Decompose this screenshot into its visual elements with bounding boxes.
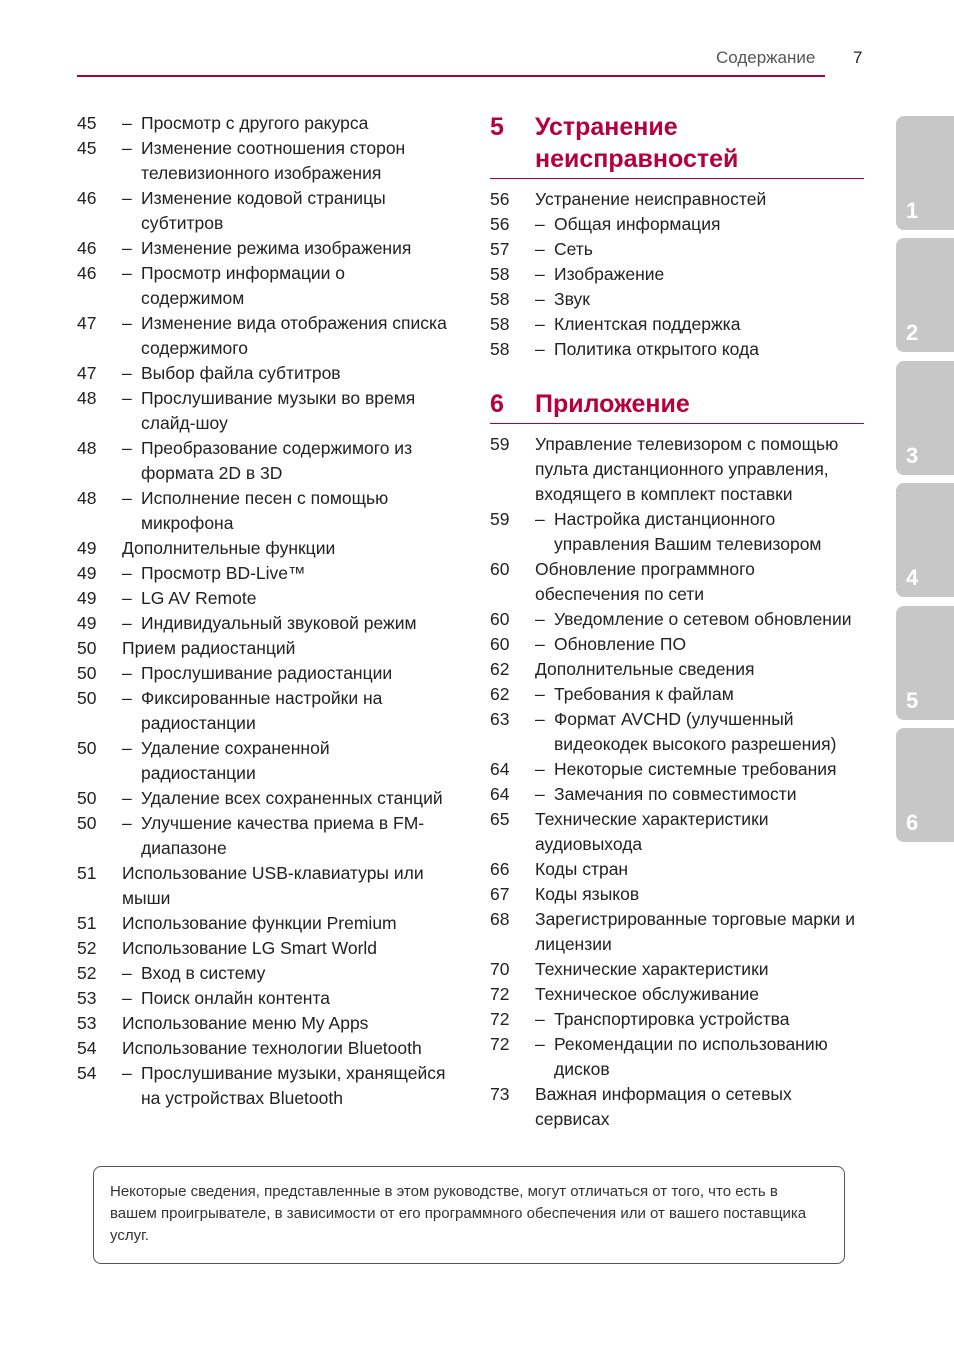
toc-entry-title: Требования к файлам xyxy=(554,684,734,704)
toc-entry-title: Вход в систему xyxy=(141,963,266,983)
toc-entry-dash: – xyxy=(122,813,132,833)
toc-entry-title: Общая информация xyxy=(554,214,721,234)
toc-entry[interactable] xyxy=(77,486,449,536)
section-6-number: 6 xyxy=(490,390,504,418)
toc-entry-title: Рекомендации по использованию дисков xyxy=(554,1034,828,1079)
toc-entry[interactable] xyxy=(77,686,449,736)
toc-entry[interactable] xyxy=(490,807,864,857)
toc-entry-page: 52 xyxy=(77,963,97,983)
toc-entry-page: 56 xyxy=(490,214,510,234)
toc-entry[interactable] xyxy=(490,982,864,1007)
header-rule xyxy=(77,75,825,77)
toc-entry-page: 68 xyxy=(490,909,510,929)
toc-entry-title: Исполнение песен с помощью микрофона xyxy=(141,488,389,533)
toc-entry[interactable] xyxy=(77,661,449,686)
toc-entry-dash: – xyxy=(122,738,132,758)
section-gap xyxy=(490,362,864,388)
toc-entry[interactable] xyxy=(77,111,449,136)
toc-entry[interactable] xyxy=(490,337,864,362)
toc-entry[interactable] xyxy=(77,236,449,261)
toc-entry[interactable] xyxy=(77,811,449,861)
chapter-tab-label: 4 xyxy=(906,565,919,590)
toc-entry-page: 60 xyxy=(490,609,510,629)
toc-entry-dash: – xyxy=(122,188,132,208)
toc-entry-page: 64 xyxy=(490,759,510,779)
toc-entry[interactable] xyxy=(490,632,864,657)
toc-entry[interactable] xyxy=(490,432,864,507)
toc-entry-page: 46 xyxy=(77,263,97,283)
chapter-tab-1[interactable] xyxy=(896,116,954,230)
page-number: 7 xyxy=(853,48,863,67)
toc-entry[interactable] xyxy=(490,957,864,982)
toc-entry[interactable] xyxy=(77,586,449,611)
toc-left-column xyxy=(77,111,449,1111)
toc-entry[interactable] xyxy=(77,186,449,236)
toc-entry-dash: – xyxy=(535,1009,545,1029)
toc-entry[interactable] xyxy=(77,1061,449,1111)
toc-entry-title: Изменение вида отображения списка содержимого xyxy=(141,313,447,358)
toc-entry[interactable] xyxy=(490,682,864,707)
chapter-tab-label: 6 xyxy=(906,810,919,835)
toc-entry-page: 53 xyxy=(77,988,97,1008)
toc-entry-title: Изменение соотношения сторон телевизионного изображения xyxy=(141,138,406,183)
toc-entry-title: Уведомление о сетевом обновлении xyxy=(554,609,852,629)
toc-entry-dash: – xyxy=(122,663,132,683)
toc-entry-page: 50 xyxy=(77,788,97,808)
toc-entry[interactable] xyxy=(77,311,449,361)
chapter-tab-5[interactable] xyxy=(896,606,954,720)
toc-entry-page: 45 xyxy=(77,138,97,158)
toc-entry-page: 62 xyxy=(490,684,510,704)
toc-entry[interactable] xyxy=(490,1007,864,1032)
toc-entry-page: 58 xyxy=(490,289,510,309)
toc-entry-dash: – xyxy=(535,509,545,529)
toc-entry[interactable] xyxy=(77,361,449,386)
toc-entry-page: 72 xyxy=(490,1034,510,1054)
toc-entry-page: 72 xyxy=(490,984,510,1004)
toc-entry-title: Использование технологии Bluetooth xyxy=(122,1038,422,1058)
toc-entry-title: Управление телевизором с помощью пульта дистанционного управления, входящего в комплект поставки xyxy=(535,434,839,504)
toc-entry-page: 49 xyxy=(77,613,97,633)
toc-entry-title: Устранение неисправностей xyxy=(535,189,767,209)
toc-entry-title: Звук xyxy=(554,289,590,309)
section-5-title: Устранение неисправностей xyxy=(535,113,739,173)
toc-entry-dash: – xyxy=(535,339,545,359)
toc-entry-page: 70 xyxy=(490,959,510,979)
toc-entry[interactable] xyxy=(490,262,864,287)
toc-entry-page: 60 xyxy=(490,559,510,579)
toc-entry-page: 49 xyxy=(77,563,97,583)
toc-entry-page: 73 xyxy=(490,1084,510,1104)
toc-entry-title: Политика открытого кода xyxy=(554,339,759,359)
toc-entry[interactable] xyxy=(490,1082,864,1132)
toc-entry-page: 52 xyxy=(77,938,97,958)
toc-entry-dash: – xyxy=(122,613,132,633)
toc-entry-dash: – xyxy=(122,988,132,1008)
toc-entry-dash: – xyxy=(122,363,132,383)
section-5-entries xyxy=(490,187,864,362)
toc-entry-title: Выбор файла субтитров xyxy=(141,363,341,383)
toc-entry[interactable] xyxy=(77,1011,449,1036)
toc-entry-dash: – xyxy=(535,314,545,334)
note-box xyxy=(93,1166,845,1264)
toc-entry[interactable] xyxy=(77,386,449,436)
toc-entry-page: 50 xyxy=(77,738,97,758)
toc-entry-page: 47 xyxy=(77,313,97,333)
toc-entry-dash: – xyxy=(535,289,545,309)
toc-entry[interactable] xyxy=(490,237,864,262)
toc-entry-dash: – xyxy=(535,634,545,654)
toc-entry[interactable] xyxy=(77,611,449,636)
toc-entry-title: Прослушивание радиостанции xyxy=(141,663,393,683)
toc-entry-page: 67 xyxy=(490,884,510,904)
toc-entry-dash: – xyxy=(535,684,545,704)
toc-entry-dash: – xyxy=(535,214,545,234)
toc-entry-title: Удаление сохраненной радиостанции xyxy=(141,738,330,783)
toc-entry-title: Фиксированные настройки на радиостанции xyxy=(141,688,383,733)
toc-entry-page: 51 xyxy=(77,913,97,933)
toc-entry-title: Изменение режима изображения xyxy=(141,238,412,258)
toc-entry-page: 45 xyxy=(77,113,97,133)
toc-entry-page: 48 xyxy=(77,438,97,458)
toc-entry[interactable] xyxy=(490,507,864,557)
toc-entry-page: 48 xyxy=(77,488,97,508)
toc-entry-dash: – xyxy=(122,263,132,283)
toc-entry[interactable] xyxy=(490,1032,864,1082)
toc-entry-page: 57 xyxy=(490,239,510,259)
toc-entry-dash: – xyxy=(535,784,545,804)
toc-entry[interactable] xyxy=(77,961,449,986)
toc-entry-title: Обновление программного обеспечения по сети xyxy=(535,559,755,604)
toc-entry[interactable] xyxy=(77,636,449,661)
toc-entry-title: Обновление ПО xyxy=(554,634,687,654)
toc-entry-title: Некоторые системные требования xyxy=(554,759,837,779)
toc-entry-dash: – xyxy=(535,709,545,729)
toc-entry-title: Прослушивание музыки во время слайд-шоу xyxy=(141,388,416,433)
toc-entry-title: Изменение кодовой страницы субтитров xyxy=(141,188,386,233)
toc-entry[interactable] xyxy=(490,187,864,212)
toc-entry-title: Использование меню My Apps xyxy=(122,1013,369,1033)
toc-entry-title: Прослушивание музыки, хранящейся на устройствах Bluetooth xyxy=(141,1063,446,1108)
toc-entry-page: 56 xyxy=(490,189,510,209)
chapter-tab-3[interactable] xyxy=(896,361,954,475)
toc-entry-page: 50 xyxy=(77,688,97,708)
toc-entry-page: 51 xyxy=(77,863,97,883)
toc-entry[interactable] xyxy=(490,657,864,682)
toc-entry-page: 58 xyxy=(490,314,510,334)
toc-entry-dash: – xyxy=(535,609,545,629)
toc-entry[interactable] xyxy=(77,561,449,586)
toc-entry-page: 59 xyxy=(490,434,510,454)
chapter-tab-label: 3 xyxy=(906,443,919,468)
note-text: Некоторые сведения, представленные в этом руководстве, могут отличаться от того, что есть в вашем проигрывателе, в зависимости от его программного обеспечения или от вашего поставщика услуг. xyxy=(110,1183,807,1244)
chapter-tab-2[interactable] xyxy=(896,238,954,352)
toc-entry-page: 62 xyxy=(490,659,510,679)
toc-entry-title: Зарегистрированные торговые марки и лицензии xyxy=(535,909,856,954)
toc-entry-dash: – xyxy=(122,113,132,133)
toc-entry-page: 46 xyxy=(77,238,97,258)
toc-entry[interactable] xyxy=(77,986,449,1011)
toc-entry-title: Дополнительные сведения xyxy=(535,659,755,679)
chapter-tab-4[interactable] xyxy=(896,483,954,597)
toc-entry[interactable] xyxy=(77,936,449,961)
toc-entry-page: 63 xyxy=(490,709,510,729)
toc-entry-page: 53 xyxy=(77,1013,97,1033)
toc-entry[interactable] xyxy=(77,736,449,786)
toc-entry-title: Настройка дистанционного управления Вашим телевизором xyxy=(554,509,822,554)
toc-entry-title: Изображение xyxy=(554,264,665,284)
toc-entry-dash: – xyxy=(122,488,132,508)
toc-entry-title: Коды стран xyxy=(535,859,629,879)
toc-entry-dash: – xyxy=(535,1034,545,1054)
toc-entry-dash: – xyxy=(535,239,545,259)
toc-entry-title: Формат AVCHD (улучшенный видеокодек высокого разрешения) xyxy=(554,709,837,754)
chapter-tab-6[interactable] xyxy=(896,728,954,842)
chapter-tab-label: 5 xyxy=(906,688,919,713)
toc-entry-page: 59 xyxy=(490,509,510,529)
toc-entry[interactable] xyxy=(490,607,864,632)
toc-entry-title: Использование LG Smart World xyxy=(122,938,378,958)
toc-right-column xyxy=(490,111,864,1132)
toc-entry-dash: – xyxy=(535,759,545,779)
toc-entry-title: Просмотр BD-Live™ xyxy=(141,563,306,583)
header-title: Содержание xyxy=(716,48,816,67)
toc-entry-title: Коды языков xyxy=(535,884,640,904)
toc-entry-title: Поиск онлайн контента xyxy=(141,988,331,1008)
toc-entry-title: LG AV Remote xyxy=(141,588,257,608)
toc-entry-page: 54 xyxy=(77,1038,97,1058)
toc-entry[interactable] xyxy=(77,1036,449,1061)
toc-entry-title: Технические характеристики аудиовыхода xyxy=(535,809,769,854)
toc-entry-dash: – xyxy=(122,138,132,158)
toc-entry-dash: – xyxy=(535,264,545,284)
toc-entry-title: Прием радиостанций xyxy=(122,638,296,658)
toc-entry[interactable] xyxy=(77,786,449,811)
toc-entry-page: 49 xyxy=(77,588,97,608)
toc-entry-title: Транспортировка устройства xyxy=(554,1009,790,1029)
toc-entry[interactable] xyxy=(77,911,449,936)
toc-entry-title: Дополнительные функции xyxy=(122,538,336,558)
toc-entry[interactable] xyxy=(77,436,449,486)
toc-entry-dash: – xyxy=(122,688,132,708)
toc-entry-title: Использование функции Premium xyxy=(122,913,397,933)
toc-entry-dash: – xyxy=(122,1063,132,1083)
section-6-entries xyxy=(490,432,864,1132)
toc-entry-page: 50 xyxy=(77,663,97,683)
toc-entry-dash: – xyxy=(122,788,132,808)
toc-entry[interactable] xyxy=(490,882,864,907)
toc-entry-dash: – xyxy=(122,588,132,608)
toc-entry-title: Просмотр информации о содержимом xyxy=(141,263,346,308)
toc-entry-page: 50 xyxy=(77,638,97,658)
toc-entry-title: Замечания по совместимости xyxy=(554,784,797,804)
toc-entry-page: 60 xyxy=(490,634,510,654)
toc-entry-dash: – xyxy=(122,388,132,408)
chapter-tab-label: 1 xyxy=(906,198,919,223)
toc-entry[interactable] xyxy=(490,857,864,882)
toc-entry[interactable] xyxy=(490,907,864,957)
toc-entry-page: 48 xyxy=(77,388,97,408)
toc-entry-page: 66 xyxy=(490,859,510,879)
toc-entry[interactable] xyxy=(77,261,449,311)
toc-entry-dash: – xyxy=(122,313,132,333)
toc-entry-title: Индивидуальный звуковой режим xyxy=(141,613,417,633)
section-5-number: 5 xyxy=(490,113,504,141)
toc-entry[interactable] xyxy=(490,707,864,757)
section-6-heading[interactable] xyxy=(490,388,864,424)
toc-entry-page: 58 xyxy=(490,339,510,359)
toc-entry[interactable] xyxy=(77,136,449,186)
toc-entry-title: Клиентская поддержка xyxy=(554,314,741,334)
toc-entry-page: 47 xyxy=(77,363,97,383)
toc-entry-title: Сеть xyxy=(554,239,593,259)
toc-entry-dash: – xyxy=(122,238,132,258)
toc-entry-dash: – xyxy=(122,438,132,458)
section-6-title: Приложение xyxy=(535,390,690,418)
toc-entry-title: Удаление всех сохраненных станций xyxy=(141,788,443,808)
toc-entry[interactable] xyxy=(490,782,864,807)
toc-entry-title: Технические характеристики xyxy=(535,959,769,979)
toc-entry[interactable] xyxy=(490,557,864,607)
toc-entry-dash: – xyxy=(122,963,132,983)
toc-entry[interactable] xyxy=(490,212,864,237)
toc-entry-page: 65 xyxy=(490,809,510,829)
toc-entry-title: Преобразование содержимого из формата 2D в 3D xyxy=(141,438,413,483)
toc-entry-page: 54 xyxy=(77,1063,97,1083)
toc-entry[interactable] xyxy=(490,757,864,782)
toc-entry-page: 58 xyxy=(490,264,510,284)
toc-entry-title: Просмотр с другого ракурса xyxy=(141,113,369,133)
toc-entry-title: Важная информация о сетевых сервисах xyxy=(535,1084,792,1129)
toc-entry-page: 50 xyxy=(77,813,97,833)
toc-entry[interactable] xyxy=(77,536,449,561)
toc-entry-dash: – xyxy=(122,563,132,583)
toc-entry-title: Техническое обслуживание xyxy=(535,984,759,1004)
toc-entry-title: Улучшение качества приема в FM-диапазоне xyxy=(141,813,425,858)
toc-entry-page: 72 xyxy=(490,1009,510,1029)
toc-entry[interactable] xyxy=(490,312,864,337)
chapter-tab-label: 2 xyxy=(906,320,919,345)
toc-entry-title: Использование USB-клавиатуры или мыши xyxy=(122,863,424,908)
toc-entry-page: 64 xyxy=(490,784,510,804)
toc-entry-page: 49 xyxy=(77,538,97,558)
toc-entry[interactable] xyxy=(77,861,449,911)
toc-entry-page: 46 xyxy=(77,188,97,208)
toc-entry[interactable] xyxy=(490,287,864,312)
section-5-heading[interactable] xyxy=(490,111,864,179)
